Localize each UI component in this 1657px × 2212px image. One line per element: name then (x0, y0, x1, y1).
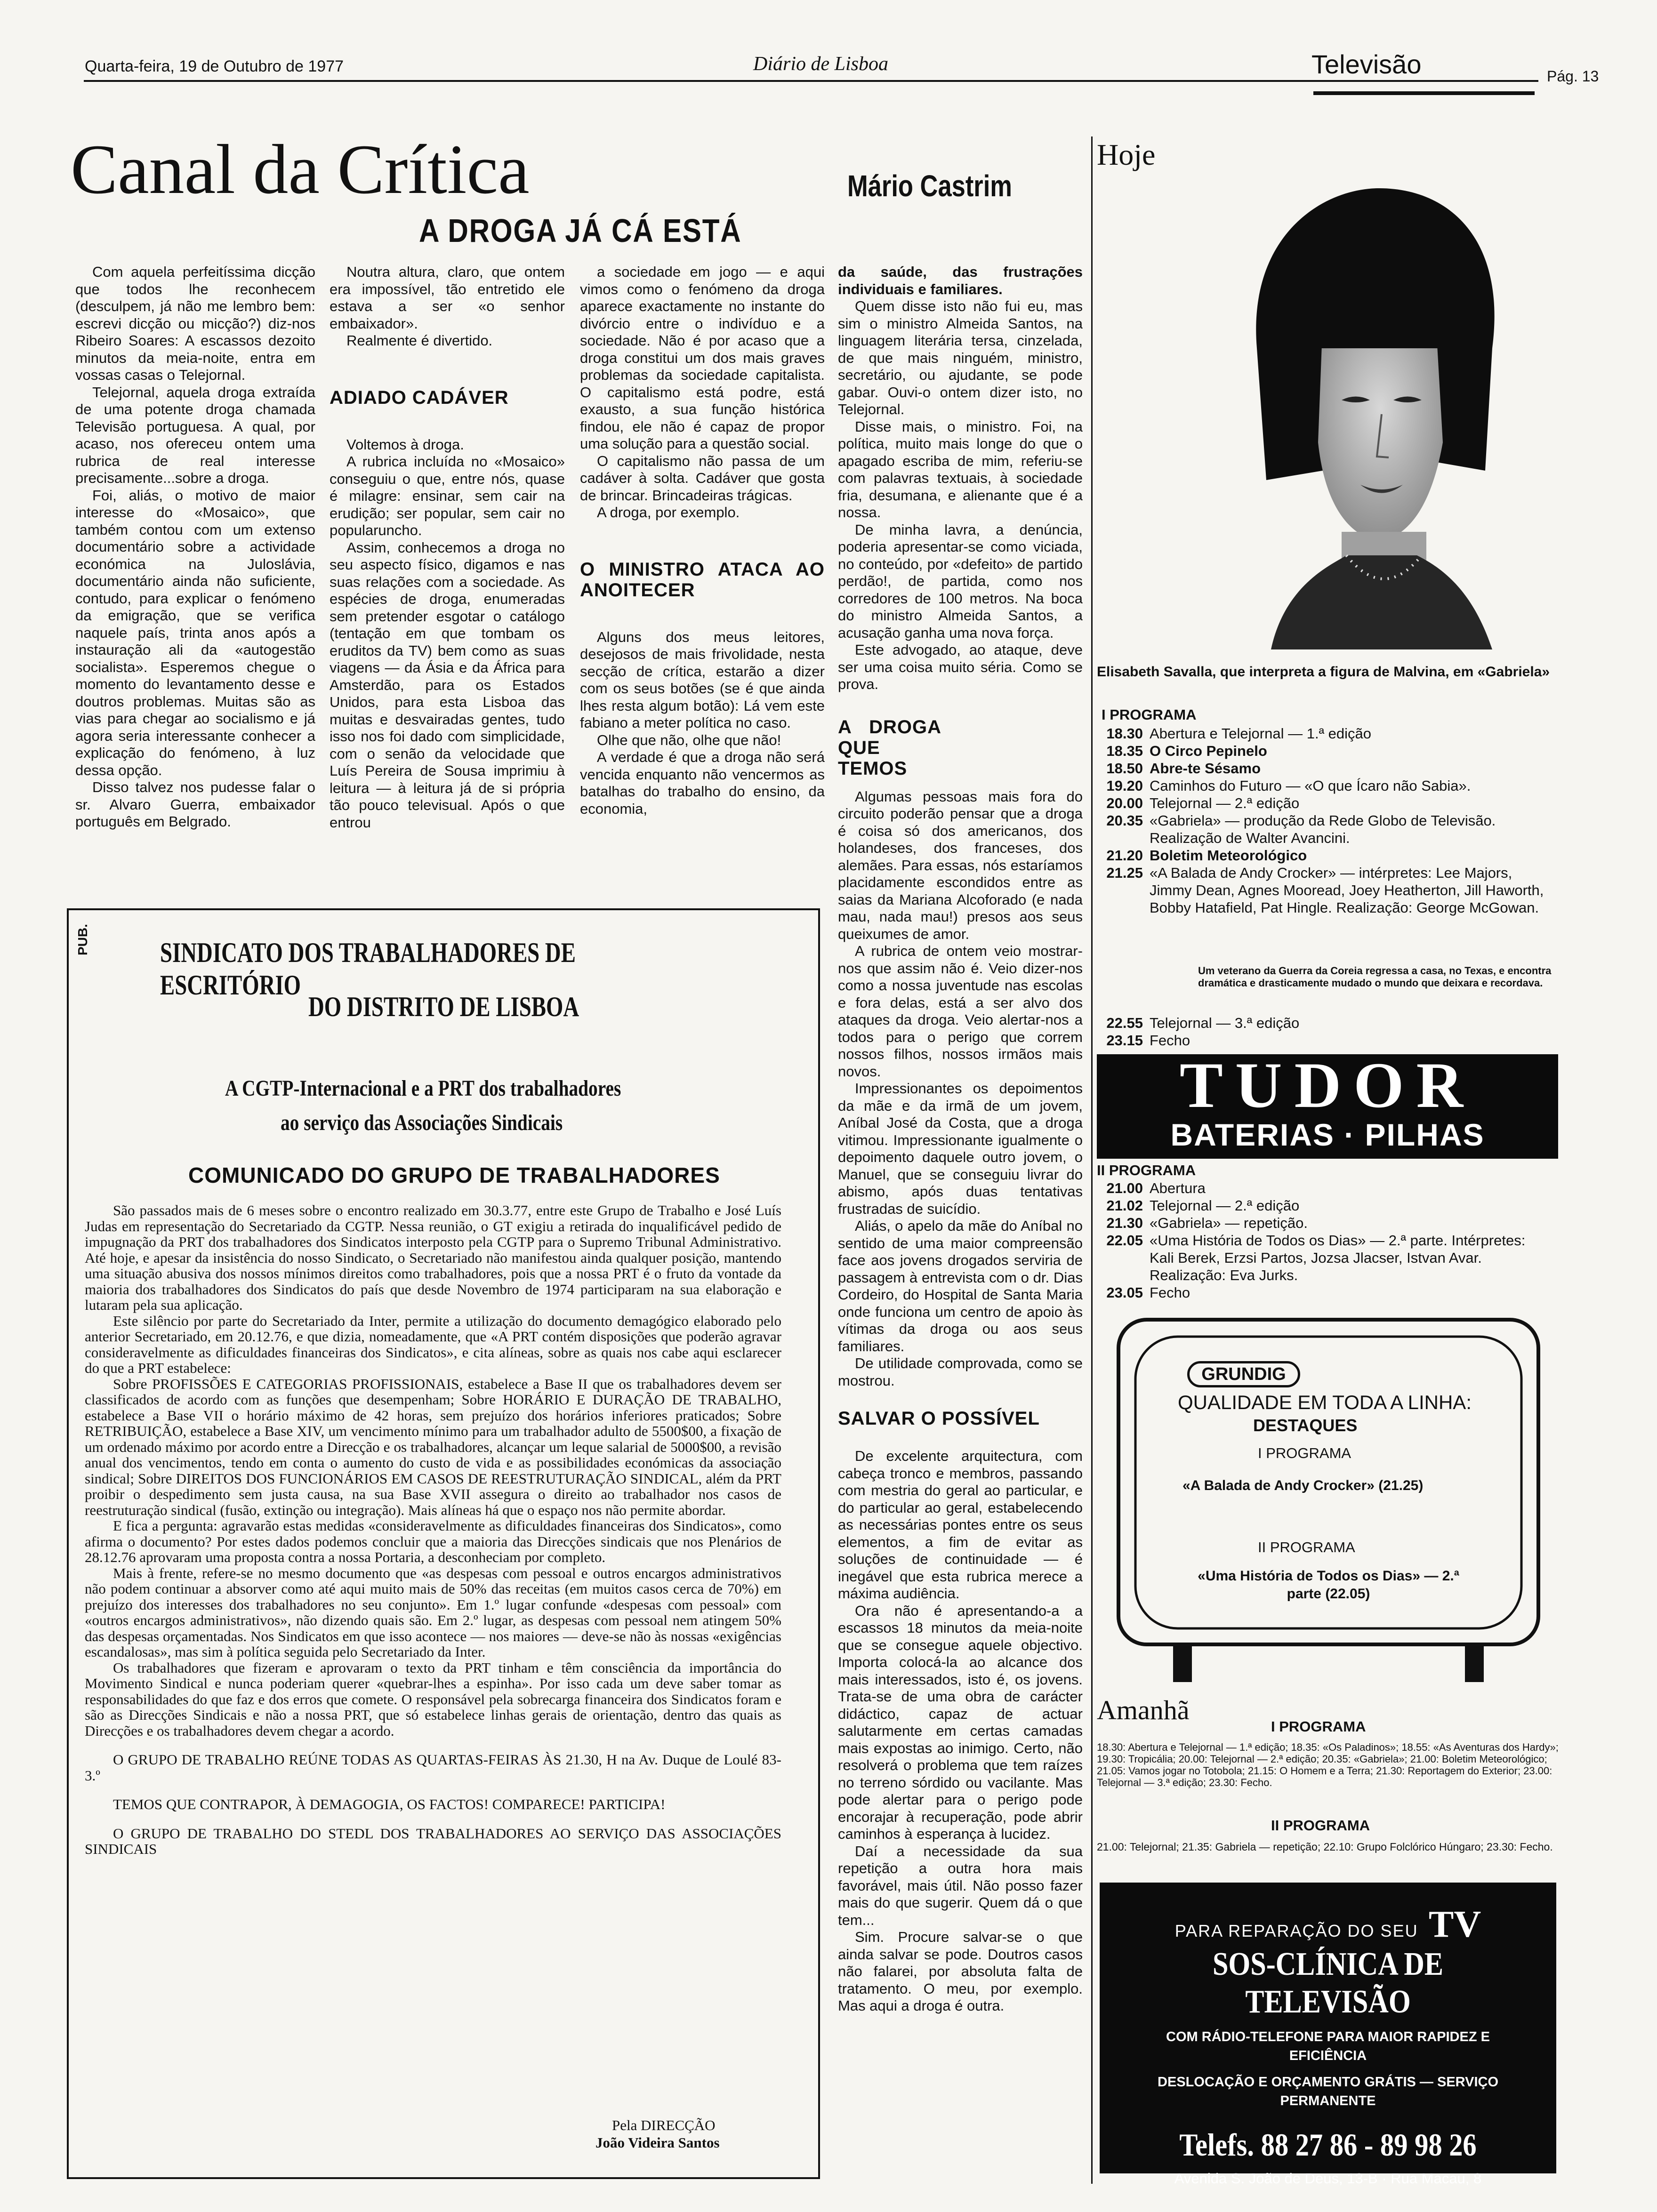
ad-heading: COMUNICADO DO GRUPO DE TRABALHADORES (188, 1163, 720, 1187)
tomorrow-program-2: 21.00: Telejornal; 21.35: Gabriela — repetição; 22.10: Grupo Folclórico Húngaro; 23.30: Fecho. (1097, 1841, 1553, 1853)
tomorrow-program-1: 18.30: Abertura e Telejornal — 1.ª edição; 18.35: «Os Paladinos»; 18.55: «As Aventuras dos Hardy»; 19.30: Tropicália; 20.00: Telejornal — 2.ª edição; 20.35: «Gabriela»; 21.00: Boletim Meteorológico; 21.05: Vamos jogar no Totobola; 21.15: O Homem e a Terra; 21.30: Reportagem do Exterior; 23.00: Telejornal — 3.ª edição; 23.30: Fecho. (1097, 1741, 1559, 1788)
page-number: Pág. 13 (1547, 68, 1599, 85)
program-1-late (1097, 1014, 1553, 1049)
portrait-image (1229, 179, 1520, 649)
program-2-list (1097, 1179, 1553, 1301)
schedule-row: 21.00 Abertura (1106, 1180, 1206, 1196)
subheading-salvar: SALVAR O POSSÍVEL (838, 1408, 1040, 1429)
schedule-row: 19.20 Caminhos do Futuro — «O que Ícaro não Sabia». (1106, 777, 1471, 794)
column-title: Canal da Crítica (71, 130, 530, 208)
photo-caption: Elisabeth Savalla, que interpreta a figura de Malvina, em «Gabriela» (1097, 664, 1550, 680)
grundig-ad (1117, 1318, 1540, 1690)
tudor-tagline: BATERIAS · PILHAS (1170, 1117, 1485, 1152)
header-date: Quarta-feira, 19 de Outubro de 1977 (85, 57, 344, 75)
grundig-highlights: DESTAQUES (1253, 1416, 1358, 1435)
schedule-row: 18.30 Abertura e Telejornal — 1.ª edição (1106, 725, 1372, 742)
sos-line-3: DESLOCAÇÃO E ORÇAMENTO GRÁTIS — SERVIÇO PERMANENTE (1158, 2075, 1498, 2108)
tomorrow-heading: Amanhã (1097, 1695, 1190, 1725)
grundig-logo: GRUNDIG (1187, 1361, 1300, 1387)
ad-side-label: PUB. (75, 924, 90, 955)
schedule-row: 22.05 «Uma História de Todos os Dias» — 2.ª parte. Intérpretes: Kali Berek, Erzsi Partos, Jozsa Jlacser, Istvan Avar. Realização: Eva Jurks. (1106, 1232, 1526, 1283)
article-headline: A DROGA JÁ CÁ ESTÁ (419, 212, 742, 249)
sos-address: Avenida S. João de Deus, 13-B · Rua Macau, 8 (1174, 2170, 1482, 2187)
today-heading: Hoje (1097, 138, 1156, 171)
masthead: Diário de Lisboa (753, 53, 889, 75)
schedule-row: 18.50 Abre-te Sésamo (1106, 760, 1261, 777)
schedule-row: 20.00 Telejornal — 2.ª edição (1106, 795, 1300, 811)
schedule-row: 23.15 Fecho (1106, 1032, 1190, 1049)
sos-line-1: PARA REPARAÇÃO DO SEU (1174, 1921, 1418, 1940)
schedule-row: 21.02 Telejornal — 2.ª edição (1106, 1197, 1300, 1214)
schedule-row: 21.30 «Gabriela» — repetição. (1106, 1215, 1308, 1231)
subheading-ministro: O MINISTRO ATACA AO ANOITECER (580, 559, 825, 601)
grundig-program-1: I PROGRAMA (1258, 1445, 1351, 1461)
sos-name: SOS-CLÍNICA DE TELEVISÃO (1212, 1946, 1444, 2020)
column-divider (1091, 136, 1093, 2184)
program-2-title: II PROGRAMA (1097, 1162, 1196, 1178)
subheading-droga-que-temos: A DROGA QUE TEMOS (838, 716, 941, 779)
grundig-slogan: QUALIDADE EM TODA A LINHA: (1178, 1391, 1472, 1413)
grundig-item-2: «Uma História de Todos os Dias» — 2.ª parte (22.05) (1198, 1568, 1459, 1602)
ad-sub-1: A CGTP-Internacional e a PRT dos trabalhadores (225, 1076, 621, 1101)
grundig-item-1: «A Balada de Andy Crocker» (21.25) (1182, 1478, 1424, 1493)
tomorrow-program-1-title: I PROGRAMA (1271, 1718, 1366, 1735)
sos-tv: TV (1429, 1904, 1481, 1945)
subheading-adiado: ADIADO CADÁVER (330, 387, 509, 408)
program-1-title: I PROGRAMA (1102, 706, 1197, 723)
ad-title-2: DO DISTRITO DE LISBOA (308, 991, 579, 1022)
ad-signature-name: João Videira Santos (595, 2134, 720, 2151)
schedule-row: 20.35 «Gabriela» — produção da Rede Globo de Televisão. Realização de Walter Avancini. (1106, 812, 1496, 846)
ad-body: São passados mais de 6 meses sobre o encontro realizado em 30.3.77, entre este Grupo de Trabalho e José Luís Judas em representação do Secretariado da CGTP. Nessa reunião, o GT exigiu a retirada do inqualificável pedido de impugnação da PRT dos trabalhadores dos Sindicatos interposto pela CGTP para o Supremo Tribunal Administrativo. Até hoje, e apesar da insistência do nosso Sindicato, o Secretariado não manifestou ainda qualquer posição, mantendo uma situação abusiva dos nossos mínimos direitos como trabalhadores, pois que a nossa PRT é o fruto da vontade da maioria dos trabalhadores dos Sindicatos do país que desde Novembro de 1974 participaram na sua elaboração e lutaram pela sua aplicação. Este silêncio por parte do Secretariado da Inter, permite a utilização do documento demagógico elaborado pelo anterior Secretariado, em 20.12.76, e que dizia, nomeadamente, que «A PRT contém disposições que poderão agravar consideravelmente as dificuldades financeiras dos Sindicatos», e cita alíneas, sobre as quais nos cabe aqui esclarecer do que a PRT estabelece: Sobre PROFISSÕES E CATEGORIAS PROFISSIONAIS, estabelece a Base II que os trabalhadores devem ser classificados de acordo com as funções que desempenham; Sobre HORÁRIO E DURAÇÃO DE TRABALHO, estabelece a Base VII o horário máximo de 42 horas, sem prejuízo dos horários inferiores praticados; Sobre RETRIBUIÇÃO, estabelece a Base XIV, um vencimento mínimo para um trabalhador adulto de 5500$00, a fixação de um ordenado máximo por acordo entre a Direcção e os trabalhadores, alcançar um leque salarial de 5000$00, a revisão anual dos vencimentos, tendo em conta o aumento do custo de vida e as possibilidades económicas da associação sindical; Sobre DIREITOS DOS FUNCIONÁRIOS EM CASOS DE REESTRUTURAÇÃO SINDICAL, além da PRT proibir o despedimento sem justa causa, na sua Base XVII assegura o direito ao trabalhador nos casos de reestruturação sindical (fusão, extinção ou integração). Mais alíneas há que o espaço nos não permite abordar. E fica a pergunta: agravarão estas medidas «consideravelmente as dificuldades financeiras dos Sindicatos», como afirma o documento? Por estes dados podemos concluir que a maioria das Direcções sindicais que nos Plenários de 28.12.76 aprovaram uma proposta contra a nossa Portaria, a desconheciam por completo. Mais à frente, refere-se no mesmo documento que «as despesas com pessoal e outros encargos administrativos não podem continuar a absorver como até aqui muito mais de 50% das receitas (em muitos casos cerca de 70%) em prejuízo dos interesses dos trabalhadores no seu conjunto». Em 1.º lugar confunde «despesas com pessoal» com «outros encargos administrativos», não dizendo quais são. Em 2.º lugar, as despesas com pessoal nem atingem 50% das despesas orçamentadas. Nos Sindicatos em que isso acontece — nos maiores — deve-se não às nossas «exigências escandalosas», mas sim à política seguida pelo Secretariado da Inter. Os trabalhadores que fizeram e aprovaram o texto da PRT tinham e têm consciência da importância do Movimento Sindical e nunca poderiam querer «quebrar-lhes a espinha». Por isso cada um deve saber tomar as responsabilidades do que faz e dos erros que comete. O responsável pela sobrecarga financeira dos Sindicatos foram e são as Direcções Sindicais e não a nossa PRT, que só estabelece linhas gerais de orientação, dentro das quais as Direcções e os trabalhadores devem chegar a acordo. O GRUPO DE TRABALHO REÚNE TODAS AS QUARTAS-FEIRAS ÀS 21.30, H na Av. Duque de Loulé 83-3.º TEMOS QUE CONTRAPOR, À DEMAGOGIA, OS FACTOS! COMPARECE! PARTICIPA! O GRUPO DE TRABALHO DO STEDL DOS TRABALHADORES AO SERVIÇO DAS ASSOCIAÇÕES SINDICAIS (85, 1202, 781, 1857)
sos-line-2: COM RÁDIO-TELEFONE PARA MAIOR RAPIDEZ E EFICIÊNCIA (1166, 2029, 1490, 2063)
header-rule (84, 80, 1538, 82)
tomorrow-program-2-title: II PROGRAMA (1271, 1817, 1370, 1834)
section-name: Televisão (1311, 49, 1422, 79)
author-name: Mário Castrim (847, 169, 1012, 203)
ad-title-1: SINDICATO DOS TRABALHADORES DE ESCRITÓRIO (160, 937, 576, 1001)
grundig-program-2: II PROGRAMA (1258, 1539, 1355, 1555)
sos-phones: Telefs. 88 27 86 - 89 98 26 (1179, 2127, 1477, 2163)
header-rule-thick (1313, 91, 1535, 95)
article-column-4: da saúde, das frustrações individuais e familiares. Quem disse isto não fui eu, mas sim o ministro Almeida Santos, na linguagem literária tersa, cinzelada, de que mais ninguém, ministro, secretário, ou ajudante, se pode gabar. Ouvi-o ontem dizer isto, no Telejornal. Disse mais, o ministro. Foi, na política, muito mais longe do que o apagado escriba de mim, referiu-se com palavras textuais, à sociedade fria, desumana, e alienante que é a nossa. De minha lavra, a denúncia, poderia apresentar-se como viciada, no conteúdo, por «defeito» de partido perdão!, de partida, como nos corredores de 100 metros. Na boca do ministro Almeida Santos, a acusação ganha uma nova força. Este advogado, ao ataque, deve ser uma coisa muito séria. Como se prova. A DROGA QUE TEMOS Algumas pessoas mais fora do circuito poderão pensar que a droga é coisa só dos americanos, dos holandeses, dos franceses, dos alemães. Para essas, nós estaríamos placidamente escondidos entre as saias da Mariana Alcoforado (e nada mau, nada mau!) presos aos seus queixumes de amor. A rubrica de ontem veio mostrar-nos que assim não é. Veio dizer-nos como a nossa juventude nas escolas e fora delas, está a ser alvo dos ataques da droga. Veio alertar-nos a todos para o perigo que correm nossos filhos, nossos irmãos mais novos. Impressionantes os depoimentos da mãe e da irmã de um jovem, Aníbal José da Costa, que a droga vitimou. Impressionante igualmente o depoimento daquele outro jovem, o Manuel, que se conseguiu livrar do abismo, após duas tentativas frustradas de suicídio. Aliás, o apelo da mãe do Aníbal no sentido de uma maior compreensão face aos jovens drogados serviria de passagem à entrevista com o dr. Dias Cordeiro, do Hospital de Santa Maria onde funciona um centro de apoio às vítimas da droga ou aos seus familiares. De utilidade comprovada, como se mostrou. SALVAR O POSSÍVEL De excelente arquitectura, com cabeça tronco e membros, passando com mestria do geral ao particular, e do particular ao geral, estabelecendo as necessárias pontes entre os seus elementos, a fim de evitar as soluções de continuidade — é inegável que esta rubrica merece a máxima audiência. Ora não é apresentando-a a escassos 18 minutos da meia-noite que se consegue aquele objectivo. Importa colocá-la ao alcance dos mais interessados, isto é, os jovens. Trata-se de uma obra de carácter didáctico, capaz de actuar salutarmente em certas camadas mais expostas ao inimigo. Certo, não resolverá o problema que tem raízes no terreno sórdido ou vacilante. Mas pode alertar para o perigo pode encorajar à recuperação, pode abrir caminhos à esperança à lucidez. Daí a necessidade da sua repetição a outra hora mais favorável, mais útil. Não posso fazer mais do que sugerir. Quem dá o que tem... Sim. Procure salvar-se o que ainda salvar se pode. Doutros casos não falarei, por absoluta falta de tratamento. O meu, por exemplo. Mas aqui a droga é outra. (838, 264, 1083, 2014)
schedule-row: 22.55 Telejornal — 3.ª edição (1106, 1015, 1300, 1031)
article-column-3: a sociedade em jogo — e aqui vimos como o fenómeno da droga aparece exactamente no instante do divórcio entre o indivíduo e a sociedade. Não é por acaso que a droga constitui um dos mais graves problemas da sociedade capitalista. O capitalismo está podre, está exausto, a sua função histórica findou, ele não é capaz de propor uma solução para a questão social. O capitalismo não passa de um cadáver à solta. Cadáver que gosta de brincar. Brincadeiras trágicas. A droga, por exemplo. O MINISTRO ATACA AO ANOITECER Alguns dos meus leitores, desejosos de mais frivolidade, nesta secção de crítica, estarão a dizer com os seus botões (se é que ainda lhes resta algum botão): Lá vem este fabiano a meter política no caso. Olhe que não, olhe que não! A verdade é que a droga não será vencida enquanto não vencermos as batalhas do trabalho do ensino, da economia, (580, 264, 825, 817)
program-1-note: Um veterano da Guerra da Coreia regressa a casa, no Texas, e encontra dramática e drasticamente mudado o mundo que deixara e recordava. (1198, 965, 1552, 989)
actress-photo (1229, 179, 1520, 649)
article-column-1: Com aquela perfeitíssima dicção que todos lhe reconhecem (desculpem, já não me lembro bem: escrevi dicção ou micção?) diz-nos Ribeiro Soares: A escassos dezoito minutos da meia-noite, entra em vossas casas o Telejornal. Telejornal, aquela droga extraída de uma potente droga chamada Televisão portuguesa. A qual, por acaso, nos ofereceu ontem uma rubrica de real interesse precisamente...sobre a droga. Foi, aliás, o motivo de maior interesse do «Mosaico», que também contou com um extenso documentário sobre a actividade económica na Juloslávia, documentário ainda não suficiente, contudo, para explicar o fenómeno da emigração, que se verifica naquele país, trinta anos após a instauração ali da «autogestão socialista». Esperemos chegue o momento do levantamento desse e doutros problemas. Muitas são as vias para chegar ao socialismo e já agora seria interessante conhecer a explicação do fenómeno, à luz dessa opção. Disso talvez nos pudesse falar o sr. Alvaro Guerra, embaixador português em Belgrado. (75, 264, 315, 830)
schedule-row: 21.25 «A Balada de Andy Crocker» — intérpretes: Lee Majors, Jimmy Dean, Agnes Mooread, Joey Heatherton, Jill Haworth, Bobby Hatafield, Pat Hingle. Realização: George McGowan. (1106, 865, 1544, 916)
sos-ad (1100, 1883, 1556, 2187)
article-column-2: Noutra altura, claro, que ontem era impossível, tão entretido ele estava a ser «o senhor embaixador». Realmente é divertido. ADIADO CADÁVER Voltemos à droga. A rubrica incluída no «Mosaico» conseguiu o que, entre nós, quase é milagre: ensinar, sem cair na erudição; ser popular, sem cair no popularuncho. Assim, conhecemos a droga no seu aspecto físico, digamos e nas suas relações com a sociedade. As espécies de droga, enumeradas sem pretender esgotar o catálogo (tentação em que tombam os eruditos da TV) bem como as suas viagens — da Ásia e da África para Amsterdão, para os Estados Unidos, para esta Lisboa das muitas e desvairadas gentes, tudo isso nos foi dado com simplicidade, com o senão da velocidade que Luís Pereira de Sousa imprimiu à leitura — à leitura já de si própria tão pouco televisual. Após o que entrou (330, 264, 565, 831)
ad-signature-role: Pela DIRECÇÃO (612, 2117, 716, 2133)
schedule-row: 18.35 O Circo Pepinelo (1106, 743, 1267, 759)
program-1-list (1097, 725, 1553, 916)
schedule-row: 21.20 Boletim Meteorológico (1106, 847, 1307, 864)
tudor-brand: TUDOR (1179, 1049, 1476, 1121)
tudor-ad (1097, 1049, 1558, 1159)
tv-set-drawing (1117, 1318, 1540, 1690)
ad-sub-2: ao serviço das Associações Sindicais (281, 1110, 563, 1135)
schedule-row: 23.05 Fecho (1106, 1284, 1190, 1301)
